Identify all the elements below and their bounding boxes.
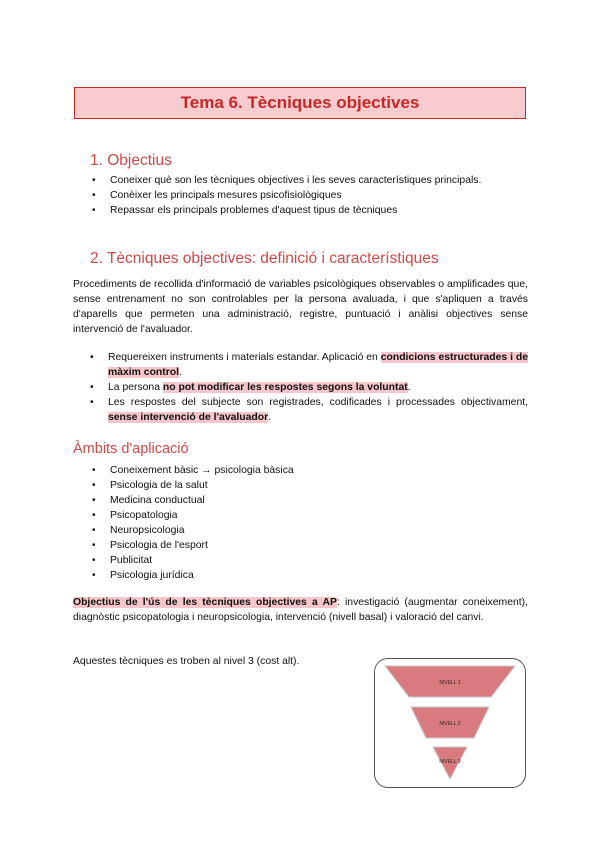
list-item: • Conèixer les principals mesures psicofisiològiques <box>90 188 481 203</box>
list-item: • Neuropsicologia <box>90 523 294 538</box>
pyramid-diagram <box>374 658 526 788</box>
title-box <box>74 87 526 119</box>
highlight: sense intervenció de l'avaluador <box>108 412 269 423</box>
list-item: • Psicologia jurídica <box>90 568 294 583</box>
nivel-note: Aquestes tècniques es troben al nivel 3 (cost alt). <box>73 656 300 667</box>
list-item: • Medicina conductual <box>90 493 294 508</box>
ambits-heading: Àmbits d'aplicació <box>73 441 189 457</box>
list-item: • Psicopatologia <box>90 508 294 523</box>
list-item: • Psicologia de la salut <box>90 478 294 493</box>
list-item: • Requereixen instruments i materials estandar. Aplicació en condicions estructurades i de màxim control. <box>90 350 528 380</box>
pyramid-label-3: NIVELL 3 <box>439 759 461 765</box>
pyramid-label-1: NIVELL 1 <box>439 680 461 686</box>
section2-heading: 2. Tècniques objectives: definició i característiques <box>90 250 439 267</box>
highlight: no pot modificar les respostes segons la voluntat <box>162 382 408 393</box>
list-item: • Publicitat <box>90 553 294 568</box>
pyramid-svg <box>375 659 525 787</box>
list-item: • Coneixement bàsic → psicologia bàsica <box>90 463 294 478</box>
page-title: Tema 6. Tècniques objectives <box>180 93 420 112</box>
list-item: • Psicologia de l'esport <box>90 538 294 553</box>
list-item: • La persona no pot modificar les respostes segons la voluntat. <box>90 380 528 395</box>
section1-heading: 1. Objectius <box>90 152 172 169</box>
pyramid-label-2: NIVELL 2 <box>439 721 461 727</box>
objectius-ap-paragraph: Objectius de l'ús de les tècniques objectives a AP: investigació (augmentar coneixement), diagnòstic psicopatologia i neuropsicologia, intervenció (nivell basal) i valoració del canvi. <box>73 597 528 623</box>
list-item: • Les respostes del subjecte son registrades, codificades i processades objectivament, sense intervenció de l'avaluador. <box>90 395 528 425</box>
highlight: condicions estructurades i de màxim control <box>108 352 529 378</box>
highlight: Objectius de l'ús de les tècniques objectives a AP <box>73 597 337 608</box>
objectius-list <box>90 173 481 218</box>
characteristics-list <box>90 350 528 425</box>
ambits-list <box>90 463 294 583</box>
list-item: • Coneixer què son les tècniques objectives i les seves característiques principals. <box>90 173 481 188</box>
list-item: • Repassar els principals problemes d'aquest tipus de tècniques <box>90 203 481 218</box>
definition-paragraph: Procediments de recollida d'informació de variables psicològiques observables o amplificades que, sense entrenament no son controlables per la persona avaluada, i que s'apliquen a través d'aparells que permeten una administració, registre, puntuació i anàlisi objectives sense intervenció de l'avaluador. <box>73 279 528 335</box>
